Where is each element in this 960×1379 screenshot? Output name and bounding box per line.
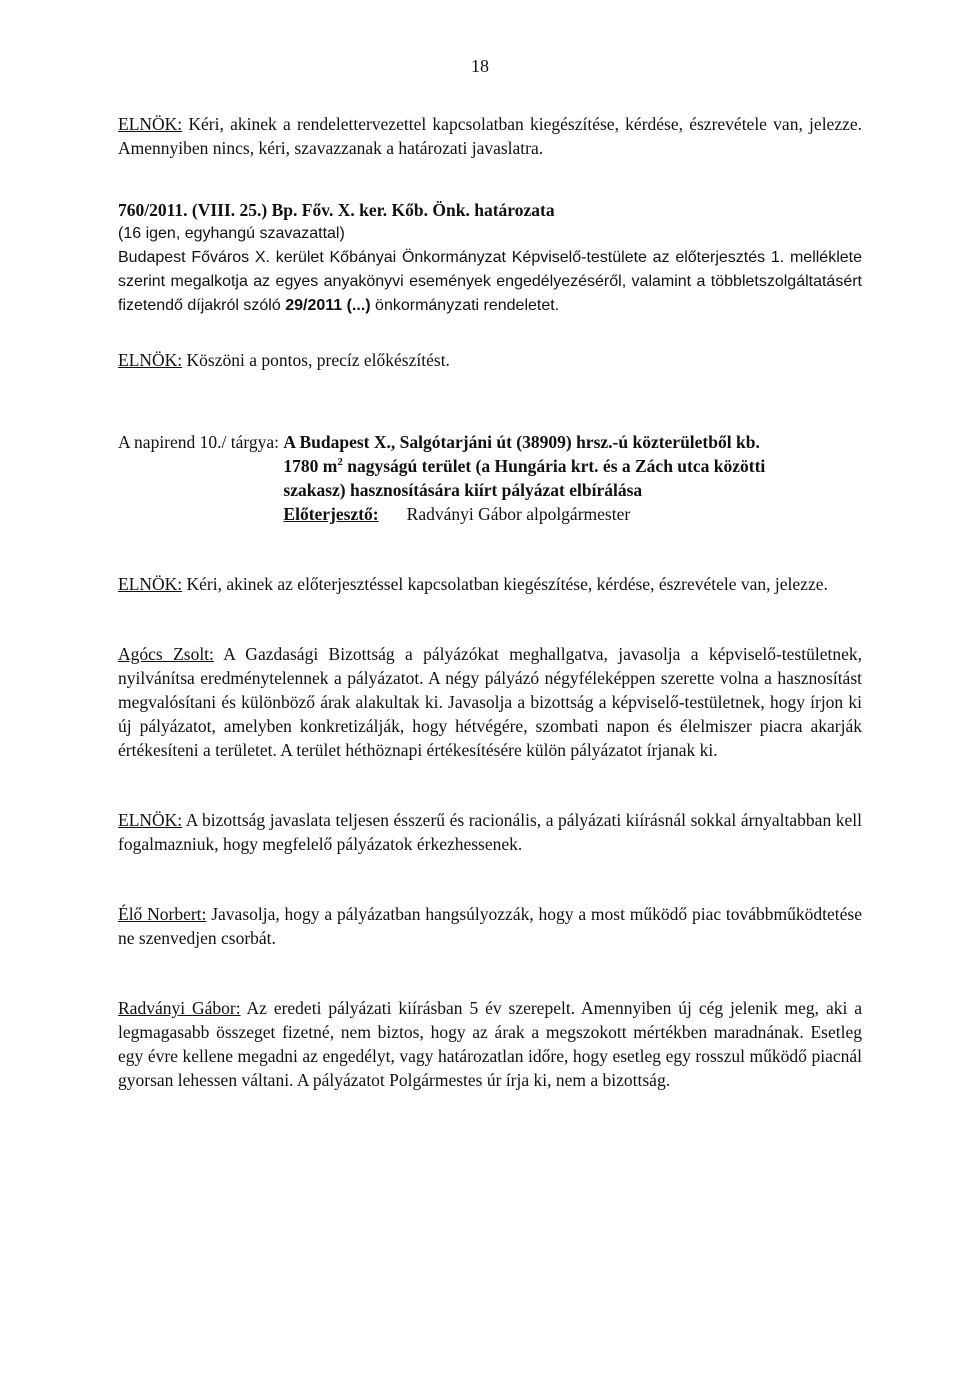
area-unit-superscript: 2 — [337, 456, 343, 469]
speaker-label: Élő Norbert: — [118, 904, 207, 924]
agenda-subject-line-2 — [283, 454, 862, 478]
presenter-label: Előterjesztő: — [283, 504, 379, 524]
presenter-name: Radványi Gábor alpolgármester — [406, 504, 631, 524]
resolution-body-post: önkormányzati rendeletet. — [370, 297, 560, 314]
speaker-label: Agócs Zsolt: — [118, 644, 214, 664]
paragraph-elnok-3 — [118, 572, 862, 596]
agenda-item — [118, 430, 862, 526]
resolution-title: 760/2011. (VIII. 25.) Bp. Főv. X. ker. Kőb. Önk. határozata — [118, 200, 555, 220]
resolution-votes: (16 igen, egyhangú szavazattal) — [118, 225, 345, 242]
paragraph-text: Köszöni a pontos, precíz előkészítést. — [182, 350, 450, 370]
speaker-label: Radványi Gábor: — [118, 998, 241, 1018]
resolution-decree-number: 29/2011 (...) — [285, 297, 371, 314]
resolution-body — [118, 246, 862, 318]
agenda-subject-line-2-rest: nagyságú terület (a Hungária krt. és a Zách utca közötti — [342, 456, 766, 476]
paragraph-text: Kéri, akinek az előterjesztéssel kapcsolatban kiegészítése, kérdése, észrevétele van, jelezze. — [182, 574, 828, 594]
agenda-label: A napirend 10./ tárgya: — [118, 432, 284, 452]
agenda-subject — [283, 430, 862, 526]
paragraph-agocs — [118, 642, 862, 762]
agenda-subject-line-1: A Budapest X., Salgótarjáni út (38909) hrsz.-ú közterületből kb. — [283, 432, 760, 452]
paragraph-elnok-2 — [118, 348, 862, 372]
paragraph-radvanyi — [118, 996, 862, 1092]
paragraph-text: A bizottság javaslata teljesen ésszerű és racionális, a pályázati kiírásnál sokkal árnyaltabban kell fogalmazniuk, hogy megfelelő pályázatok érkezhessenek. — [118, 810, 862, 854]
speaker-label: ELNÖK: — [118, 574, 183, 594]
document-body — [118, 112, 862, 1092]
paragraph-text: Az eredeti pályázati kiírásban 5 év szerepelt. Amennyiben új cég jelenik meg, aki a legmagasabb összeget fizetné, nem biztos, hogy az árak a megszokott mértékben maradnának. Esetleg egy évre kellene megadni az engedélyt, vagy határozatlan időre, hogy esetleg egy rosszul működő piacnál gyorsan lehessen váltani. A pályázatot Polgármestes úr írja ki, nem a bizottság. — [118, 998, 862, 1090]
paragraph-elnok-4 — [118, 808, 862, 856]
resolution-body-pre: Budapest Főváros X. kerület Kőbányai Önkormányzat Képviselő-testülete az előterjesztés 1. melléklete szerint megalkotja az egyes anyakönyvi események engedélyezéséről, valamint a többletszolgáltatásért fizetendő díjakról szóló — [118, 249, 862, 314]
presenter-line — [283, 502, 862, 526]
paragraph-elnok-1 — [118, 112, 862, 160]
speaker-label: ELNÖK: — [118, 810, 183, 830]
speaker-label: ELNÖK: — [118, 350, 183, 370]
paragraph-text: Javasolja, hogy a pályázatban hangsúlyozzák, hogy a most működő piac továbbműködtetése ne szenvedjen csorbát. — [118, 904, 862, 948]
paragraph-text: A Gazdasági Bizottság a pályázókat meghallgatva, javasolja a képviselő-testületnek, nyilvánítsa eredménytelennek a pályázatot. A négy pályázó négyféleképpen szerette volna a hasznosítást megvalósítani és különböző árak alakultak ki. Javasolja a bizottság a képviselő-testületnek, hogy írjon ki új pályázatot, amelyben konkretizálják, hogy hétvégére, szombati napon és élelmiszer piacra akarják értékesíteni a területet. A terület héthöznapi értékesítésére külön pályázatot írjanak ki. — [118, 644, 862, 760]
area-value: 1780 m — [283, 456, 338, 476]
resolution-block — [118, 198, 862, 318]
page-number: 18 — [471, 56, 489, 76]
agenda-subject-line-3: szakasz) hasznosítására kiírt pályázat elbírálása — [283, 480, 643, 500]
speaker-label: ELNÖK: — [118, 114, 183, 134]
paragraph-elo — [118, 902, 862, 950]
paragraph-text: Kéri, akinek a rendelettervezettel kapcsolatban kiegészítése, kérdése, észrevétele van, jelezze. Amennyiben nincs, kéri, szavazzanak a határozati javaslatra. — [118, 114, 862, 158]
